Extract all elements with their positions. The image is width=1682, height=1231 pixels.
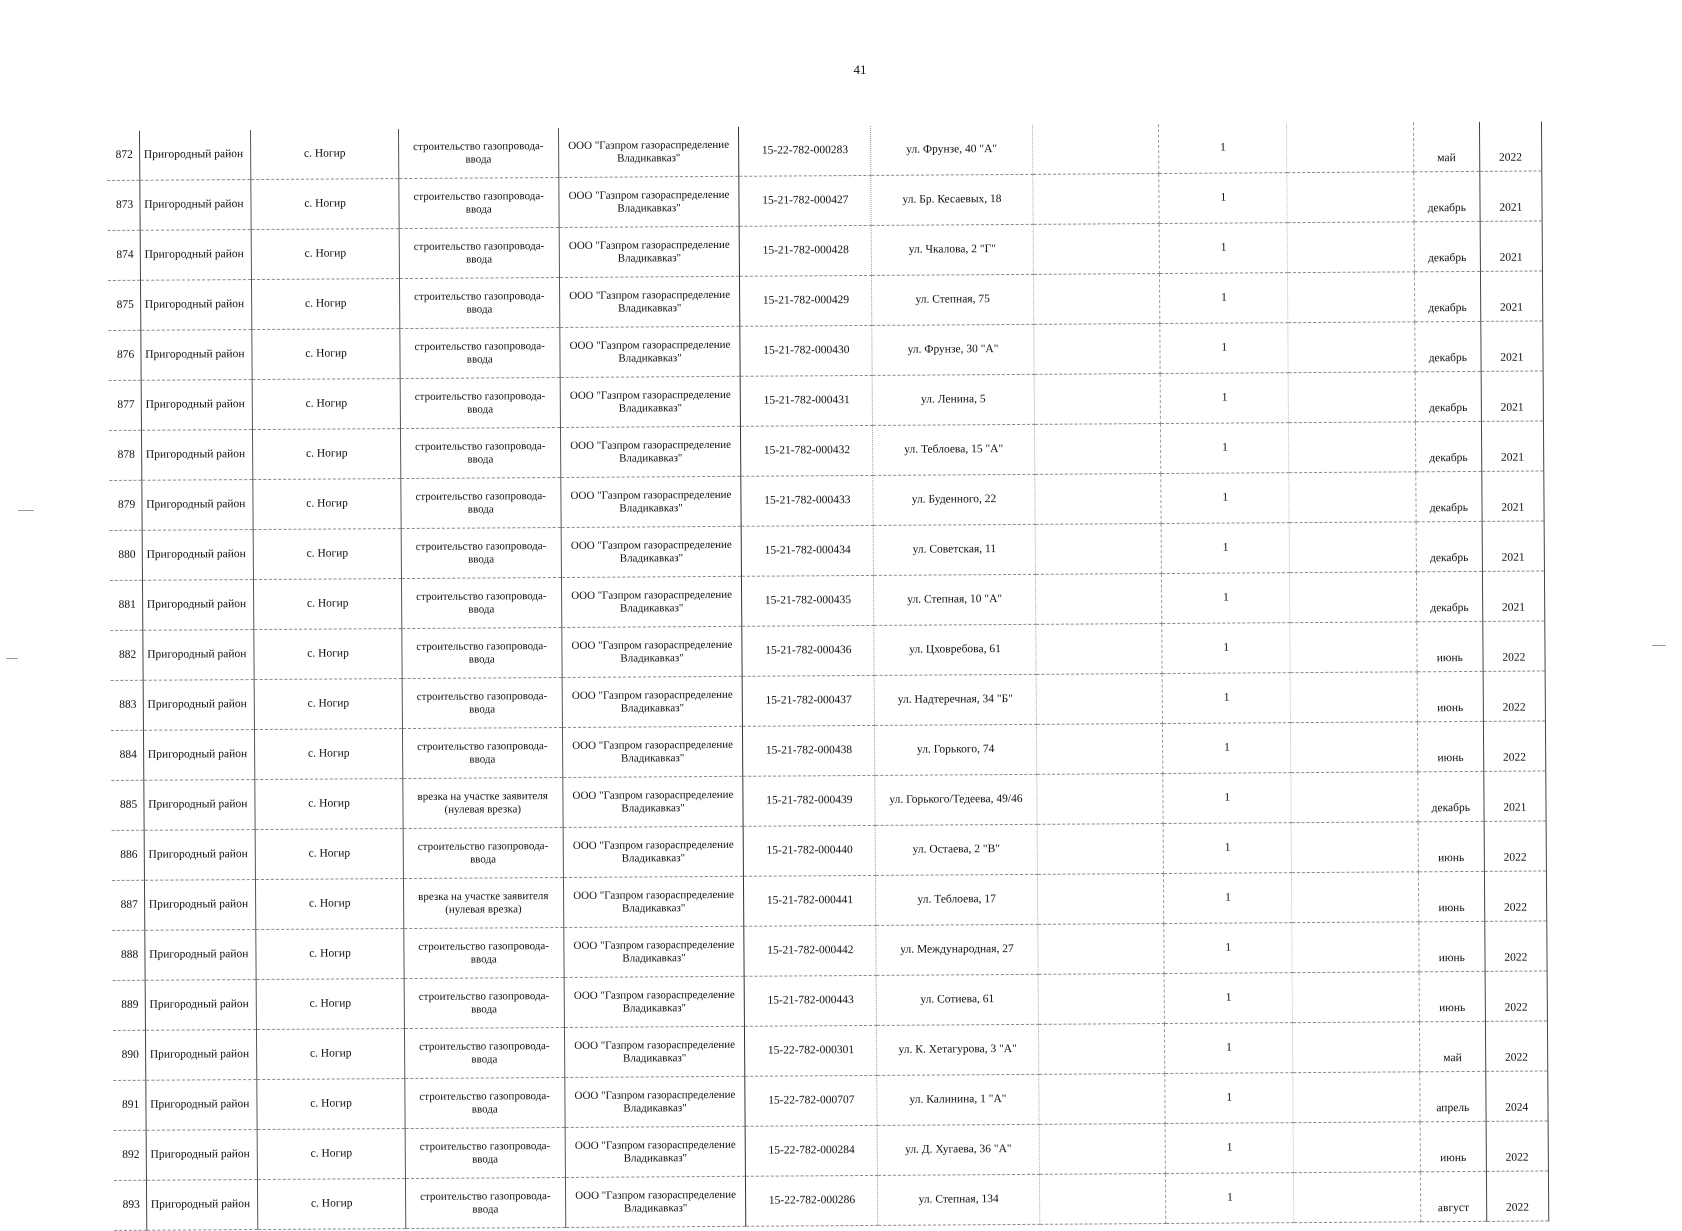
empty-cell [1290, 622, 1417, 673]
registry-code-cell: 15-21-782-000434 [741, 525, 873, 576]
empty-cell [1037, 924, 1164, 975]
registry-code-cell: 15-21-782-000441 [744, 875, 876, 926]
organization-cell: ООО "Газпром газораспределение Владикавказ" [564, 976, 745, 1027]
month-cell: июнь [1417, 721, 1483, 771]
organization-cell: ООО "Газпром газораспределение Владикавказ" [563, 876, 744, 927]
address-cell: ул. Горького, 74 [875, 724, 1036, 775]
village-cell: с. Ногир [256, 879, 404, 930]
work-type-cell: строительство газопровода-ввода [399, 178, 559, 229]
year-cell: 2022 [1483, 671, 1546, 721]
district-cell: Пригородный район [144, 780, 256, 831]
work-type-cell: строительство газопровода-ввода [399, 278, 559, 329]
scan-mark [18, 510, 34, 511]
village-cell: с. Ногир [252, 279, 400, 330]
month-cell: июнь [1420, 1121, 1486, 1171]
quantity-cell: 1 [1161, 423, 1289, 474]
year-cell: 2021 [1480, 271, 1543, 321]
address-cell: ул. Степная, 10 "А" [874, 574, 1036, 625]
district-cell: Пригородный район [145, 1030, 257, 1081]
village-cell: с. Ногир [252, 329, 400, 380]
empty-cell [1037, 824, 1164, 875]
year-cell: 2022 [1484, 921, 1547, 971]
empty-cell [1287, 122, 1414, 172]
month-cell: декабрь [1416, 521, 1482, 571]
registry-code-cell: 15-22-782-000286 [746, 1175, 878, 1226]
empty-cell [1292, 872, 1419, 923]
registry-code-cell: 15-21-782-000433 [741, 475, 873, 526]
row-number: 873 [107, 180, 140, 230]
empty-cell [1039, 1174, 1166, 1225]
month-cell: июнь [1418, 871, 1484, 921]
empty-cell [1033, 274, 1160, 325]
quantity-cell: 1 [1163, 773, 1291, 824]
address-cell: ул. Советская, 11 [874, 524, 1035, 575]
work-type-cell: строительство газопровода-ввода [404, 1077, 564, 1128]
quantity-cell: 1 [1164, 923, 1292, 974]
village-cell: с. Ногир [257, 979, 405, 1030]
address-cell: ул. Ленина, 5 [873, 374, 1034, 425]
empty-cell [1288, 272, 1415, 323]
year-cell: 2022 [1484, 821, 1547, 871]
quantity-cell: 1 [1162, 573, 1290, 624]
district-cell: Пригородный район [144, 880, 256, 931]
district-cell: Пригородный район [143, 680, 255, 731]
empty-cell [1033, 224, 1160, 275]
work-type-cell: строительство газопровода-ввода [405, 1177, 565, 1228]
year-cell: 2022 [1479, 121, 1542, 171]
district-cell: Пригородный район [142, 580, 254, 631]
village-cell: с. Ногир [254, 579, 402, 630]
address-cell: ул. Фрунзе, 30 "А" [872, 324, 1033, 375]
district-cell: Пригородный район [142, 480, 254, 531]
village-cell: с. Ногир [257, 1029, 405, 1080]
registry-code-cell: 15-21-782-000439 [743, 775, 875, 826]
scan-mark [1652, 645, 1666, 646]
quantity-cell: 1 [1159, 123, 1287, 173]
year-cell: 2021 [1480, 321, 1543, 371]
district-cell: Пригородный район [141, 430, 253, 481]
work-type-cell: строительство газопровода-ввода [403, 927, 563, 978]
organization-cell: ООО "Газпром газораспределение Владикавказ" [560, 426, 741, 477]
district-cell: Пригородный район [139, 130, 251, 180]
address-cell: ул. Остаева, 2 "В" [876, 824, 1037, 875]
district-cell: Пригородный район [143, 630, 255, 681]
district-cell: Пригородный район [146, 1080, 258, 1131]
quantity-cell: 1 [1160, 273, 1288, 324]
work-type-cell: строительство газопровода-ввода [400, 428, 560, 479]
row-number: 887 [112, 880, 145, 930]
address-cell: ул. Надтеречная, 34 "Б" [875, 674, 1037, 725]
empty-cell [1035, 524, 1162, 575]
month-cell: декабрь [1416, 471, 1482, 521]
registry-code-cell: 15-21-782-000428 [739, 225, 871, 276]
year-cell: 2022 [1482, 621, 1545, 671]
work-type-cell: врезка на участке заявителя (нулевая врезка) [402, 777, 562, 828]
month-cell: декабрь [1415, 271, 1481, 321]
work-type-cell: строительство газопровода-ввода [402, 677, 562, 728]
organization-cell: ООО "Газпром газораспределение Владикавказ" [559, 276, 740, 327]
district-cell: Пригородный район [140, 230, 252, 281]
work-type-cell: строительство газопровода-ввода [401, 527, 561, 578]
month-cell: август [1420, 1171, 1486, 1221]
organization-cell: ООО "Газпром газораспределение Владикавказ" [562, 626, 743, 677]
empty-cell [1292, 922, 1419, 973]
village-cell: с. Ногир [257, 1079, 405, 1130]
row-number: 882 [110, 630, 143, 680]
year-cell: 2021 [1480, 221, 1543, 271]
village-cell: с. Ногир [254, 529, 402, 580]
empty-cell [1036, 724, 1163, 775]
empty-cell [1038, 1074, 1165, 1125]
address-cell: ул. Буденного, 22 [873, 474, 1035, 525]
empty-cell [1032, 174, 1159, 225]
work-type-cell: строительство газопровода-ввода [401, 627, 561, 678]
empty-cell [1034, 424, 1161, 475]
row-number: 877 [109, 380, 142, 430]
row-number: 886 [112, 830, 145, 880]
scan-mark [6, 658, 18, 659]
year-cell: 2021 [1479, 171, 1542, 221]
empty-cell [1292, 972, 1419, 1023]
village-cell: с. Ногир [251, 179, 399, 230]
register-table [107, 121, 1549, 1230]
year-cell: 2022 [1484, 871, 1547, 921]
empty-cell [1289, 422, 1416, 473]
year-cell: 2021 [1482, 521, 1545, 571]
organization-cell: ООО "Газпром газораспределение Владикавказ" [561, 576, 742, 627]
village-cell: с. Ногир [258, 1179, 406, 1230]
village-cell: с. Ногир [251, 129, 399, 179]
district-cell: Пригородный район [142, 530, 254, 581]
work-type-cell: строительство газопровода-ввода [398, 128, 558, 179]
empty-cell [1289, 522, 1416, 573]
row-number: 891 [113, 1080, 146, 1130]
organization-cell: ООО "Газпром газораспределение Владикавказ" [559, 226, 740, 277]
village-cell: с. Ногир [256, 829, 404, 880]
district-cell: Пригородный район [144, 830, 256, 881]
quantity-cell: 1 [1166, 1123, 1294, 1174]
empty-cell [1036, 674, 1163, 725]
row-number: 880 [110, 530, 143, 580]
row-number: 879 [109, 480, 142, 530]
month-cell: июнь [1419, 971, 1485, 1021]
organization-cell: ООО "Газпром газораспределение Владикавказ" [560, 376, 741, 427]
registry-code-cell: 15-21-782-000435 [742, 575, 874, 626]
organization-cell: ООО "Газпром газораспределение Владикавказ" [564, 926, 745, 977]
quantity-cell: 1 [1166, 1173, 1294, 1224]
work-type-cell: строительство газопровода-ввода [399, 228, 559, 279]
quantity-cell: 1 [1163, 723, 1291, 774]
organization-cell: ООО "Газпром газораспределение Владикавказ" [558, 127, 739, 178]
quantity-cell: 1 [1164, 873, 1292, 924]
registry-code-cell: 15-21-782-000430 [740, 325, 872, 376]
organization-cell: ООО "Газпром газораспределение Владикавказ" [560, 326, 741, 377]
village-cell: с. Ногир [258, 1129, 406, 1180]
address-cell: ул. Чкалова, 2 "Г" [872, 224, 1033, 275]
row-number: 878 [109, 430, 142, 480]
empty-cell [1033, 324, 1160, 375]
row-number: 874 [108, 230, 141, 280]
organization-cell: ООО "Газпром газораспределение Владикавказ" [563, 826, 744, 877]
village-cell: с. Ногир [253, 429, 401, 480]
village-cell: с. Ногир [256, 929, 404, 980]
work-type-cell: строительство газопровода-ввода [402, 727, 562, 778]
empty-cell [1038, 1024, 1165, 1075]
work-type-cell: строительство газопровода-ввода [400, 477, 560, 528]
empty-cell [1291, 772, 1418, 823]
registry-code-cell: 15-21-782-000443 [744, 975, 876, 1026]
quantity-cell: 1 [1161, 473, 1289, 524]
organization-cell: ООО "Газпром газораспределение Владикавказ" [561, 476, 742, 527]
empty-cell [1039, 1124, 1166, 1175]
quantity-cell: 1 [1159, 173, 1287, 224]
work-type-cell: строительство газопровода-ввода [401, 577, 561, 628]
village-cell: с. Ногир [253, 479, 401, 530]
row-number: 889 [113, 980, 146, 1030]
registry-code-cell: 15-21-782-000438 [743, 725, 875, 776]
year-cell: 2021 [1481, 421, 1544, 471]
village-cell: с. Ногир [252, 229, 400, 280]
district-cell: Пригородный район [141, 380, 253, 431]
row-number: 885 [111, 780, 144, 830]
year-cell: 2021 [1481, 471, 1544, 521]
address-cell: ул. К. Хетагурова, 3 "А" [877, 1024, 1039, 1075]
empty-cell [1293, 1022, 1420, 1073]
registry-code-cell: 15-22-782-000301 [745, 1025, 877, 1076]
row-number: 893 [114, 1180, 147, 1230]
address-cell: ул. Степная, 134 [878, 1174, 1039, 1225]
year-cell: 2021 [1481, 371, 1544, 421]
address-cell: ул. Международная, 27 [876, 924, 1038, 975]
district-cell: Пригородный район [141, 330, 253, 381]
address-cell: ул. Цховребова, 61 [874, 624, 1035, 675]
month-cell: декабрь [1418, 771, 1484, 821]
empty-cell [1294, 1172, 1421, 1223]
row-number: 875 [108, 280, 141, 330]
quantity-cell: 1 [1161, 373, 1289, 424]
year-cell: 2021 [1482, 571, 1545, 621]
organization-cell: ООО "Газпром газораспределение Владикавказ" [563, 776, 744, 827]
row-number: 888 [112, 930, 145, 980]
work-type-cell: строительство газопровода-ввода [405, 1127, 565, 1178]
organization-cell: ООО "Газпром газораспределение Владикавказ" [559, 176, 740, 227]
registry-code-cell: 15-21-782-000442 [744, 925, 876, 976]
work-type-cell: строительство газопровода-ввода [404, 977, 564, 1028]
year-cell: 2022 [1486, 1171, 1549, 1221]
village-cell: с. Ногир [255, 729, 403, 780]
registry-code-cell: 15-21-782-000436 [742, 625, 874, 676]
quantity-cell: 1 [1162, 523, 1290, 574]
village-cell: с. Ногир [253, 379, 401, 430]
organization-cell: ООО "Газпром газораспределение Владикавказ" [564, 1026, 745, 1077]
month-cell: декабрь [1416, 571, 1482, 621]
address-cell: ул. Бр. Кесаевых, 18 [871, 174, 1032, 225]
district-cell: Пригородный район [145, 980, 257, 1031]
quantity-cell: 1 [1165, 1023, 1293, 1074]
registry-code-cell: 15-22-782-000284 [745, 1125, 877, 1176]
quantity-cell: 1 [1165, 1073, 1293, 1124]
table-row [114, 1171, 1549, 1231]
registry-code-cell: 15-21-782-000432 [741, 425, 873, 476]
empty-cell [1290, 672, 1417, 723]
village-cell: с. Ногир [255, 779, 403, 830]
district-cell: Пригородный район [145, 930, 257, 981]
month-cell: декабрь [1415, 321, 1481, 371]
empty-cell [1289, 472, 1416, 523]
quantity-cell: 1 [1163, 673, 1291, 724]
address-cell: ул. Д. Хугаева, 36 "А" [878, 1124, 1040, 1175]
empty-cell [1290, 572, 1417, 623]
district-cell: Пригородный район [146, 1130, 258, 1181]
month-cell: июнь [1417, 621, 1483, 671]
quantity-cell: 1 [1160, 323, 1288, 374]
page-number: 41 [853, 62, 867, 77]
registry-code-cell: 15-22-782-000283 [739, 126, 871, 176]
empty-cell [1034, 474, 1161, 525]
month-cell: декабрь [1414, 221, 1480, 271]
empty-cell [1036, 774, 1163, 825]
quantity-cell: 1 [1165, 973, 1293, 1024]
month-cell: май [1419, 1021, 1485, 1071]
registry-code-cell: 15-21-782-000429 [740, 275, 872, 326]
month-cell: апрель [1420, 1071, 1486, 1121]
empty-cell [1287, 172, 1414, 223]
registry-code-cell: 15-22-782-000707 [745, 1075, 877, 1126]
empty-cell [1288, 322, 1415, 373]
month-cell: декабрь [1416, 421, 1482, 471]
work-type-cell: строительство газопровода-ввода [404, 1027, 564, 1078]
month-cell: май [1414, 122, 1480, 172]
organization-cell: ООО "Газпром газораспределение Владикавказ" [565, 1076, 746, 1127]
work-type-cell: строительство газопровода-ввода [403, 827, 563, 878]
empty-cell [1291, 822, 1418, 873]
empty-cell [1037, 874, 1164, 925]
quantity-cell: 1 [1164, 823, 1292, 874]
organization-cell: ООО "Газпром газораспределение Владикавказ" [562, 726, 743, 777]
empty-cell [1287, 222, 1414, 273]
row-number: 883 [111, 680, 144, 730]
district-cell: Пригородный район [140, 280, 252, 331]
district-cell: Пригородный район [146, 1180, 258, 1231]
year-cell: 2022 [1485, 1021, 1548, 1071]
quantity-cell: 1 [1160, 223, 1288, 274]
row-number: 890 [113, 1030, 146, 1080]
empty-cell [1293, 1072, 1420, 1123]
empty-cell [1291, 722, 1418, 773]
address-cell: ул. Фрунзе, 40 "А" [871, 125, 1032, 176]
organization-cell: ООО "Газпром газораспределение Владикавказ" [565, 1126, 746, 1177]
empty-cell [1034, 374, 1161, 425]
work-type-cell: строительство газопровода-ввода [400, 378, 560, 429]
empty-cell [1288, 372, 1415, 423]
year-cell: 2021 [1483, 771, 1546, 821]
register-body [107, 121, 1549, 1230]
year-cell: 2022 [1483, 721, 1546, 771]
organization-cell: ООО "Газпром газораспределение Владикавказ" [561, 526, 742, 577]
district-cell: Пригородный район [143, 730, 255, 781]
address-cell: ул. Степная, 75 [872, 274, 1033, 325]
empty-cell [1035, 574, 1162, 625]
row-number: 872 [107, 131, 140, 181]
row-number: 876 [108, 330, 141, 380]
registry-code-cell: 15-21-782-000427 [739, 175, 871, 226]
organization-cell: ООО "Газпром газораспределение Владикавказ" [565, 1176, 746, 1227]
village-cell: с. Ногир [255, 679, 403, 730]
organization-cell: ООО "Газпром газораспределение Владикавказ" [562, 676, 743, 727]
month-cell: июнь [1419, 921, 1485, 971]
work-type-cell: врезка на участке заявителя (нулевая врезка) [403, 877, 563, 928]
registry-code-cell: 15-21-782-000440 [743, 825, 875, 876]
month-cell: июнь [1418, 821, 1484, 871]
empty-cell [1038, 974, 1165, 1025]
village-cell: с. Ногир [254, 629, 402, 680]
month-cell: июнь [1417, 671, 1483, 721]
year-cell: 2024 [1485, 1071, 1548, 1121]
empty-cell [1293, 1122, 1420, 1173]
address-cell: ул. Сотиева, 61 [877, 974, 1038, 1025]
month-cell: декабрь [1414, 171, 1480, 221]
row-number: 892 [114, 1130, 147, 1180]
quantity-cell: 1 [1162, 623, 1290, 674]
address-cell: ул. Калинина, 1 "А" [877, 1074, 1038, 1125]
work-type-cell: строительство газопровода-ввода [400, 328, 560, 379]
address-cell: ул. Горького/Тедеева, 49/46 [875, 774, 1036, 825]
empty-cell [1032, 124, 1159, 174]
month-cell: декабрь [1415, 371, 1481, 421]
address-cell: ул. Теблоева, 15 "А" [873, 424, 1034, 475]
registry-code-cell: 15-21-782-000431 [740, 375, 872, 426]
row-number: 881 [110, 580, 143, 630]
register-table-wrap [107, 121, 1549, 1230]
address-cell: ул. Теблоева, 17 [876, 874, 1037, 925]
year-cell: 2022 [1485, 971, 1548, 1021]
row-number: 884 [111, 730, 144, 780]
year-cell: 2022 [1486, 1121, 1549, 1171]
district-cell: Пригородный район [140, 180, 252, 231]
empty-cell [1035, 624, 1162, 675]
registry-code-cell: 15-21-782-000437 [742, 675, 874, 726]
